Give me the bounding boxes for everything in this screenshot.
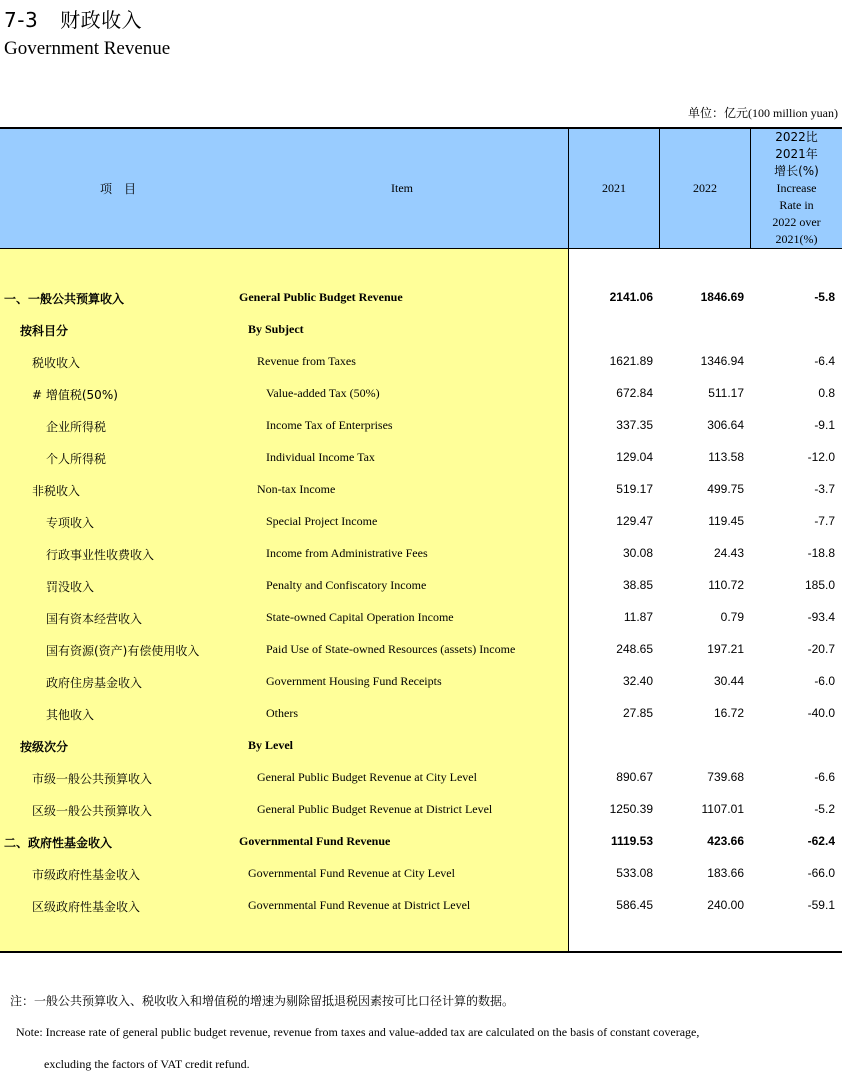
row-label-en: Non-tax Income [257, 482, 336, 496]
table-row [0, 761, 842, 793]
row-label-cn: 税收收入 [32, 356, 81, 370]
row-label-cn: 罚没收入 [46, 580, 95, 594]
value-2021: 129.47 [616, 514, 653, 528]
table-row [0, 473, 842, 505]
row-label-en: Revenue from Taxes [257, 354, 356, 368]
table-row [0, 697, 842, 729]
value-increase-rate: -62.4 [807, 834, 835, 848]
table-row [0, 793, 842, 825]
table-row [0, 313, 842, 345]
note-en-line1: Note: Increase rate of general public budget revenue, revenue from taxes and value-added tax are calculated on the basis of constant coverage, [16, 1025, 700, 1039]
value-2021: 890.67 [616, 770, 653, 784]
value-2022: 30.44 [713, 674, 744, 688]
note-en-line2: excluding the factors of VAT credit refund. [44, 1057, 250, 1071]
header-item-en: Item [391, 181, 413, 195]
value-2021: 27.85 [622, 706, 653, 720]
value-2022: 119.45 [708, 514, 744, 528]
value-2021: 32.40 [622, 674, 653, 688]
row-label-cn: 个人所得税 [46, 452, 107, 466]
header-item-cn: 项 目 [99, 182, 136, 196]
unit-cn: 单位：亿元 [687, 106, 748, 120]
value-2022: 1346.94 [700, 354, 744, 368]
row-label-en: Individual Income Tax [266, 450, 375, 464]
table-row [0, 601, 842, 633]
value-increase-rate: -6.6 [814, 770, 835, 784]
row-label-en: Income from Administrative Fees [266, 546, 428, 560]
row-label-en: Paid Use of State-owned Resources (assets) Income [266, 642, 516, 656]
table-row [0, 441, 842, 473]
row-label-cn: 按科目分 [20, 324, 69, 338]
unit-label [688, 104, 838, 121]
value-2021: 248.65 [616, 642, 653, 656]
value-2022: 16.72 [713, 706, 744, 720]
row-label-en: General Public Budget Revenue at District Level [257, 802, 493, 816]
value-2021: 1119.53 [610, 834, 653, 848]
value-2022: 739.68 [707, 770, 744, 784]
value-2022: 110.72 [708, 578, 744, 592]
page-title-cn [4, 4, 142, 33]
row-label-cn: 专项收入 [46, 516, 95, 530]
row-label-en: General Public Budget Revenue [239, 290, 403, 304]
value-increase-rate: -6.0 [814, 674, 835, 688]
row-label-en: Penalty and Confiscatory Income [266, 578, 427, 592]
unit-en: (100 million yuan) [748, 106, 838, 120]
row-label-en: By Subject [248, 322, 304, 336]
header-bottom-border [0, 248, 842, 249]
title-cn-text: 财政收入 [60, 8, 143, 32]
row-label-en: Government Housing Fund Receipts [266, 674, 442, 688]
value-increase-rate: -7.7 [814, 514, 835, 528]
row-label-en: Governmental Fund Revenue at City Level [248, 866, 455, 880]
row-label-cn: 按级次分 [20, 740, 69, 754]
value-2022: 511.17 [708, 386, 744, 400]
value-increase-rate: -5.2 [814, 802, 835, 816]
value-2022: 1107.01 [701, 802, 744, 816]
value-increase-rate: -3.7 [814, 482, 835, 496]
header-increase-rate: 2022比 2021年 增长(%) Increase Rate in 2022 over 2021(%) [772, 130, 821, 246]
table-row [0, 569, 842, 601]
value-increase-rate: -12.0 [807, 450, 835, 464]
header-year-2022: 2022 [693, 181, 717, 195]
row-label-cn: # 增值税(50%) [32, 388, 118, 402]
table-row [0, 505, 842, 537]
row-label-cn: 市级政府性基金收入 [32, 868, 141, 882]
table-row [0, 281, 842, 313]
value-increase-rate: -93.4 [807, 610, 835, 624]
row-label-cn: 市级一般公共预算收入 [32, 772, 153, 786]
value-increase-rate: 185.0 [804, 578, 835, 592]
note-cn: 注：一般公共预算收入、税收收入和增值税的增速为剔除留抵退税因素按可比口径计算的数据。 [10, 994, 515, 1008]
table-row [0, 409, 842, 441]
value-2022: 423.66 [707, 834, 744, 848]
row-label-en: General Public Budget Revenue at City Level [257, 770, 477, 784]
row-label-cn: 二、政府性基金收入 [4, 836, 113, 850]
row-label-cn: 区级政府性基金收入 [32, 900, 141, 914]
value-increase-rate: 0.8 [818, 386, 835, 400]
value-2021: 38.85 [622, 578, 653, 592]
value-2022: 113.58 [708, 450, 744, 464]
value-2021: 11.87 [623, 610, 653, 624]
value-2021: 672.84 [616, 386, 653, 400]
table-row [0, 729, 842, 761]
row-label-cn: 政府住房基金收入 [46, 676, 143, 690]
row-label-cn: 区级一般公共预算收入 [32, 804, 153, 818]
value-increase-rate: -18.8 [807, 546, 835, 560]
table-row [0, 633, 842, 665]
value-increase-rate: -66.0 [807, 866, 835, 880]
value-increase-rate: -5.8 [814, 290, 835, 304]
table-number: 7-3 [4, 8, 39, 32]
value-2022: 0.79 [720, 610, 744, 624]
value-increase-rate: -6.4 [814, 354, 835, 368]
table-row [0, 857, 842, 889]
row-label-cn: 一、一般公共预算收入 [4, 292, 125, 306]
value-increase-rate: -59.1 [807, 898, 835, 912]
value-2022: 183.66 [707, 866, 744, 880]
row-label-en: Governmental Fund Revenue at District Level [248, 898, 471, 912]
row-label-en: Value-added Tax (50%) [266, 386, 380, 400]
value-increase-rate: -20.7 [807, 642, 835, 656]
table-row [0, 889, 842, 921]
value-increase-rate: -9.1 [814, 418, 835, 432]
value-2021: 1250.39 [609, 802, 653, 816]
value-2021: 533.08 [616, 866, 653, 880]
table-bottom-border [0, 951, 842, 953]
table-row [0, 537, 842, 569]
row-label-cn: 非税收入 [32, 484, 81, 498]
row-label-cn: 国有资本经营收入 [46, 612, 143, 626]
value-2022: 24.43 [713, 546, 744, 560]
row-label-cn: 企业所得税 [46, 420, 107, 434]
row-label-cn: 国有资源(资产)有偿使用收入 [46, 644, 200, 658]
value-2022: 1846.69 [700, 290, 744, 304]
value-2022: 197.21 [707, 642, 744, 656]
table-row [0, 377, 842, 409]
table-row [0, 665, 842, 697]
value-2021: 2141.06 [609, 290, 653, 304]
row-label-cn: 其他收入 [46, 708, 95, 722]
value-2021: 519.17 [616, 482, 653, 496]
value-2021: 129.04 [616, 450, 653, 464]
value-2021: 30.08 [622, 546, 653, 560]
value-increase-rate: -40.0 [807, 706, 835, 720]
row-label-cn: 行政事业性收费收入 [46, 548, 155, 562]
table-row [0, 345, 842, 377]
table-row [0, 825, 842, 857]
value-2021: 337.35 [616, 418, 653, 432]
row-label-en: Income Tax of Enterprises [266, 418, 393, 432]
page-title-en: Government Revenue [4, 38, 171, 59]
row-label-en: Governmental Fund Revenue [239, 834, 391, 848]
value-2022: 499.75 [707, 482, 744, 496]
row-label-en: State-owned Capital Operation Income [266, 610, 454, 624]
value-2022: 240.00 [707, 898, 744, 912]
value-2021: 586.45 [616, 898, 653, 912]
value-2022: 306.64 [707, 418, 744, 432]
value-2021: 1621.89 [609, 354, 653, 368]
row-label-en: By Level [248, 738, 293, 752]
row-label-en: Special Project Income [266, 514, 378, 528]
row-label-en: Others [266, 706, 298, 720]
header-year-2021: 2021 [602, 181, 626, 195]
